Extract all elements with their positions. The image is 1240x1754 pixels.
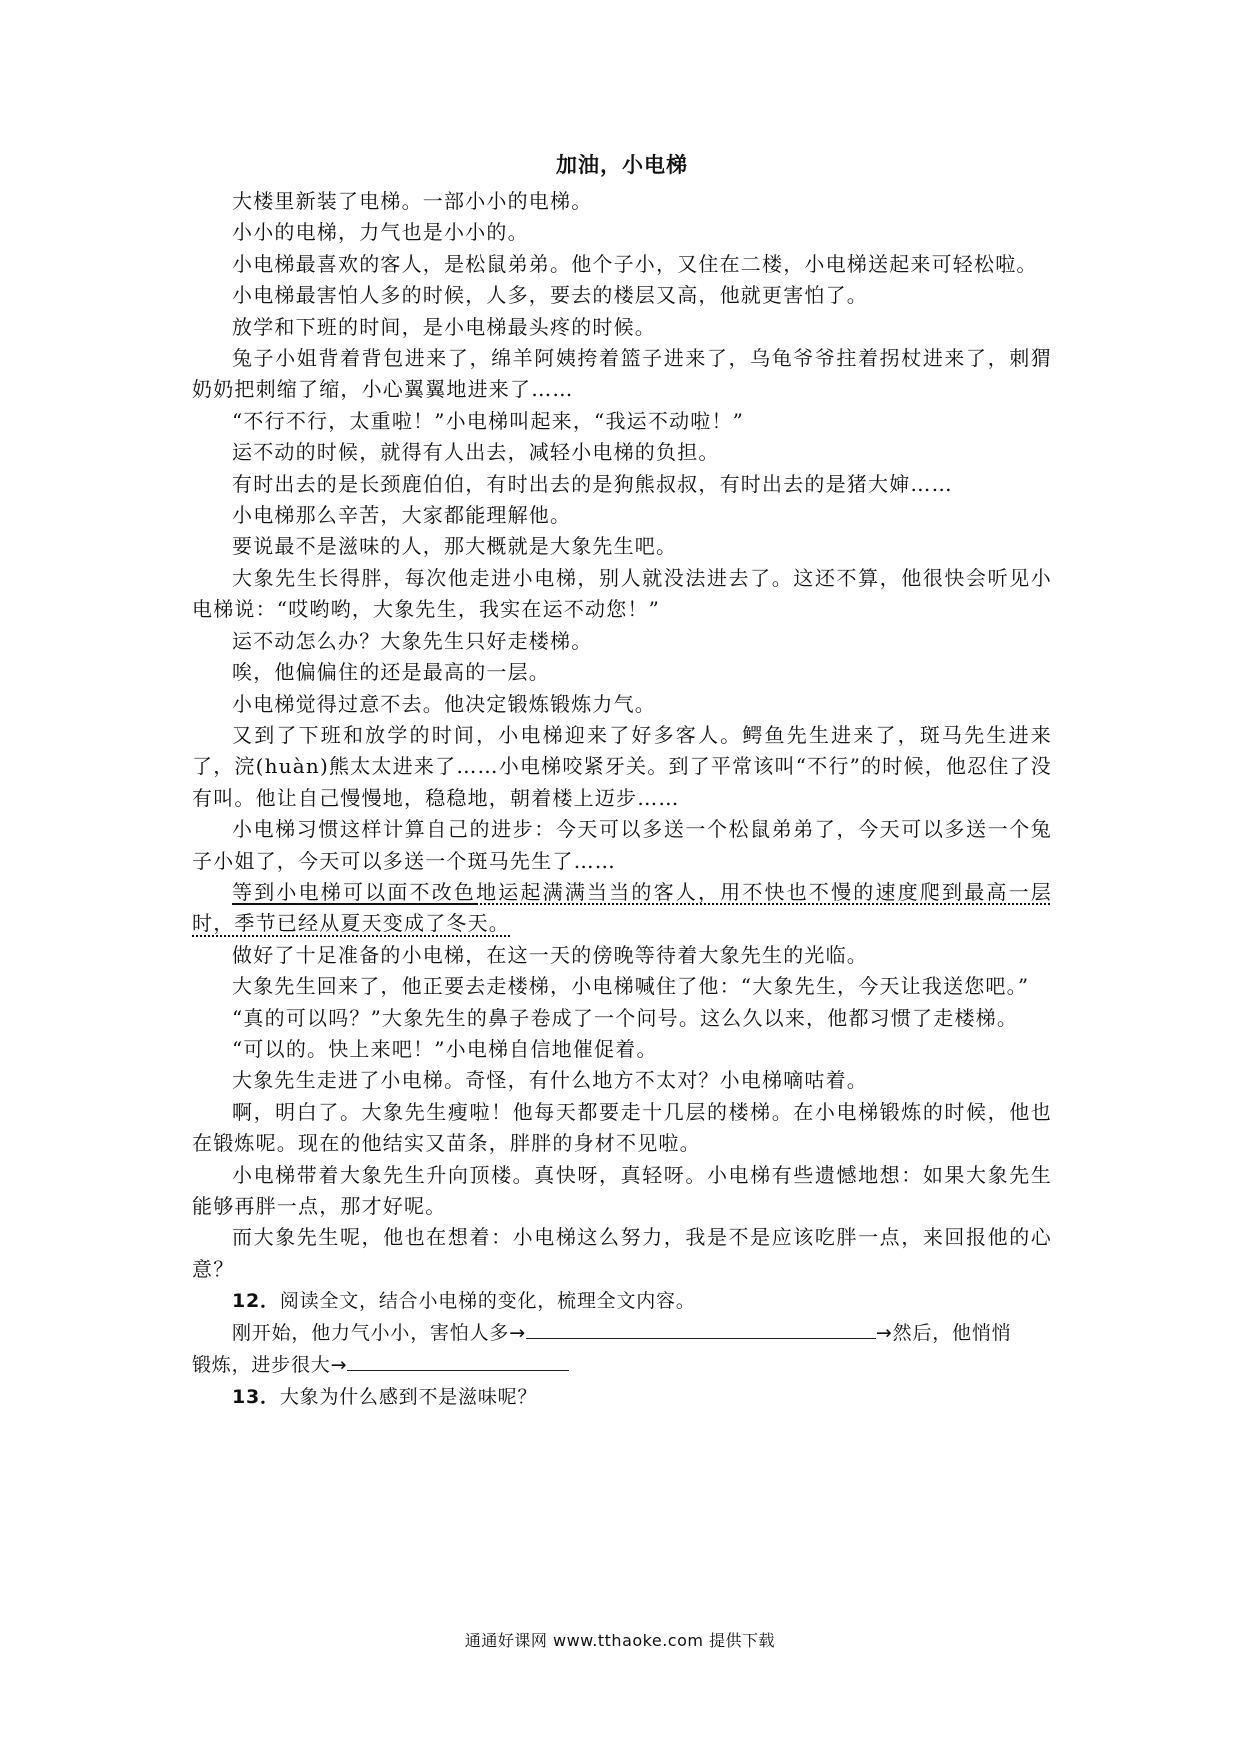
paragraph: 又到了下班和放学的时间，小电梯迎来了好多客人。鳄鱼先生进来了，斑马先生进来了，浣(huàn)熊太太进来了……小电梯咬紧牙关。到了平常该叫“不行”的时候，他忍住了没有叫。他让自己慢慢地，稳稳地，朝着楼上迈步…… (192, 722, 1052, 810)
paragraph: 小小的电梯，力气也是小小的。 (232, 220, 529, 245)
paragraph: 而大象先生呢，他也在想着：小电梯这么努力，我是不是应该吃胖一点，来回报他的心意？ (192, 1225, 1052, 1281)
answer-prompt: 刚开始，他力气小小，害怕人多→ (232, 1322, 526, 1345)
paragraph: 啊，明白了。大象先生瘦啦！他每天都要走十几层的楼梯。在小电梯锻炼的时候，他也在锻炼呢。现在的他结实又苗条，胖胖的身材不见啦。 (192, 1099, 1052, 1156)
paragraph: 要说最不是滋味的人，那大概就是大象先生吧。 (232, 534, 678, 559)
paragraph: 运不动的时候，就得有人出去，减轻小电梯的负担。 (232, 440, 720, 465)
paragraph: 兔子小姐背着背包进来了，绵羊阿姨挎着篮子进来了，乌龟爷爷拄着拐杖进来了，刺猬奶奶把刺缩了缩，小心翼翼地进来了…… (192, 346, 1052, 402)
underlined-paragraph (192, 877, 1052, 940)
dotted-phrase: 地运起满满当当的客人，用不快也不慢的速度爬到最高一层时，季节已经从夏天变成了冬天。 (192, 879, 1052, 936)
paragraph: 小电梯带着大象先生升向顶楼。真快呀，真轻呀。小电梯有些遗憾地想：如果大象先生能够再胖一点，那才好呢。 (192, 1162, 1052, 1218)
paragraph: “不行不行，太重啦！”小电梯叫起来，“我运不动啦！” (232, 408, 745, 433)
paragraph: 小电梯那么辛苦，大家都能理解他。 (232, 503, 572, 528)
question-12 (192, 1285, 1052, 1317)
question-text: 阅读全文，结合小电梯的变化，梳理全文内容。 (279, 1290, 696, 1313)
question-12-answer-cont (192, 1349, 1052, 1381)
answer-prompt: 锻炼，进步很大→ (192, 1354, 348, 1377)
question-text: 大象为什么感到不是滋味呢？ (279, 1386, 538, 1409)
paragraph: 唉，他偏偏住的还是最高的一层。 (232, 660, 550, 685)
answer-prompt: →然后，他悄悄 (875, 1322, 1012, 1345)
paragraph: 大象先生走进了小电梯。奇怪，有什么地方不太对？小电梯嘀咕着。 (232, 1068, 868, 1093)
question-number: 12． (232, 1290, 280, 1313)
paragraph: 运不动怎么办？大象先生只好走楼梯。 (232, 628, 593, 653)
underlined-phrase: 等到小电梯可以面不改色 (232, 879, 477, 904)
question-12-answer (192, 1317, 1052, 1349)
document-title: 加油，小电梯 (556, 153, 688, 177)
paragraph: 大象先生长得胖，每次他走进小电梯，别人就没法进去了。这还不算，他很快会听见小电梯说：“哎哟哟，大象先生，我实在运不动您！” (192, 565, 1052, 622)
paragraph: 小电梯最害怕人多的时候，人多，要去的楼层又高，他就更害怕了。 (232, 283, 868, 308)
answer-blank[interactable] (347, 1352, 569, 1371)
paragraph: “真的可以吗？”大象先生的鼻子卷成了一个问号。这么久以来，他都习惯了走楼梯。 (232, 1005, 1019, 1030)
paragraph: 有时出去的是长颈鹿伯伯，有时出去的是狗熊叔叔，有时出去的是猪大婶…… (232, 471, 953, 496)
paragraph: 放学和下班的时间，是小电梯最头疼的时候。 (232, 314, 656, 339)
paragraph: 大象先生回来了，他正要去走楼梯，小电梯喊住了他：“大象先生，今天让我送您吧。” (232, 974, 1030, 999)
answer-blank[interactable] (526, 1320, 876, 1339)
paragraph: 做好了十足准备的小电梯，在这一天的傍晚等待着大象先生的光临。 (232, 942, 868, 967)
footer-credit: 通通好课网 www.tthaoke.com 提供下载 (464, 1631, 776, 1650)
question-number: 13． (232, 1386, 280, 1409)
paragraph: “可以的。快上来吧！”小电梯自信地催促着。 (232, 1036, 658, 1061)
question-13 (192, 1381, 1052, 1413)
paragraph: 小电梯最喜欢的客人，是松鼠弟弟。他个子小，又住在二楼，小电梯送起来可轻松啦。 (232, 251, 1038, 276)
paragraph: 小电梯觉得过意不去。他决定锻炼锻炼力气。 (232, 691, 656, 716)
paragraph: 大楼里新装了电梯。一部小小的电梯。 (232, 189, 593, 213)
document-page (192, 140, 1052, 1413)
paragraph: 小电梯习惯这样计算自己的进步：今天可以多送一个松鼠弟弟了，今天可以多送一个兔子小姐了，今天可以多送一个斑马先生了…… (192, 817, 1052, 873)
